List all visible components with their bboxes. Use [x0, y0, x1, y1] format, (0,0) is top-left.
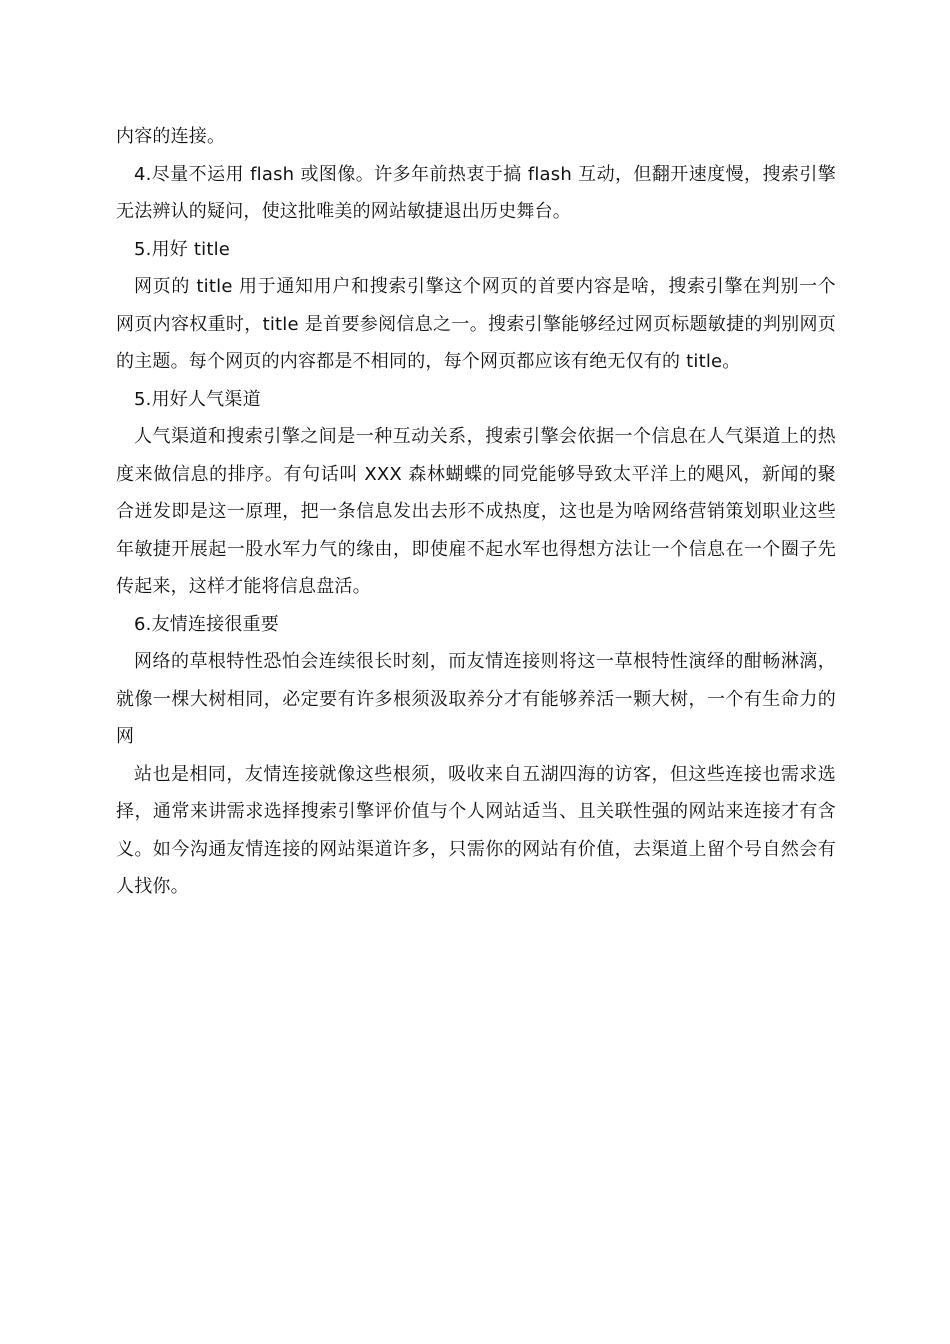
item-4-paragraph: 4.尽量不运用 flash 或图像。许多年前热衷于搞 flash 互动，但翻开速度慢，搜索引擎无法辨认的疑问，使这批唯美的网站敏捷退出历史舞台。: [116, 163, 836, 222]
title-body-paragraph: 网页的 title 用于通知用户和搜索引擎这个网页的首要内容是啥，搜索引擎在判别一个网页内容权重时，title 是首要参阅信息之一。搜索引擎能够经过网页标题敏捷的判别网页的主题。每个网页的内容都是不相同的，每个网页都应该有绝无仅有的 title。: [116, 276, 836, 372]
item-6-links-heading: 6.友情连接很重要: [134, 613, 279, 635]
item-5-title-heading: 5.用好 title: [134, 238, 231, 260]
paragraph-continuation: 内容的连接。: [116, 126, 226, 147]
item-5-popularity-heading: 5.用好人气渠道: [134, 388, 261, 410]
links-body-paragraph-1: 网络的草根特性恐怕会连续很长时刻，而友情连接则将这一草根特性演绎的酣畅淋漓，就像一棵大树相同，必定要有许多根须汲取养分才有能够养活一颗大树，一个有生命力的网: [116, 651, 836, 747]
document-page: [116, 118, 836, 906]
links-body-paragraph-2: 站也是相同，友情连接就像这些根须，吸收来自五湖四海的访客，但这些连接也需求选择，通常来讲需求选择搜索引擎评价值与个人网站适当、且关联性强的网站来连接才有含义。如今沟通友情连接的网站渠道许多，只需你的网站有价值，去渠道上留个号自然会有人找你。: [116, 763, 836, 897]
popularity-body-paragraph: 人气渠道和搜索引擎之间是一种互动关系，搜索引擎会依据一个信息在人气渠道上的热度来做信息的排序。有句话叫 XXX 森林蝴蝶的同党能够导致太平洋上的飓风，新闻的聚合迸发即是这一原理，把一条信息发出去形不成热度，这也是为啥网络营销策划职业这些年敏捷开展起一股水军力气的缘由，即使雇不起水军也得想方法让一个信息在一个圈子先传起来，这样才能将信息盘活。: [116, 426, 836, 597]
